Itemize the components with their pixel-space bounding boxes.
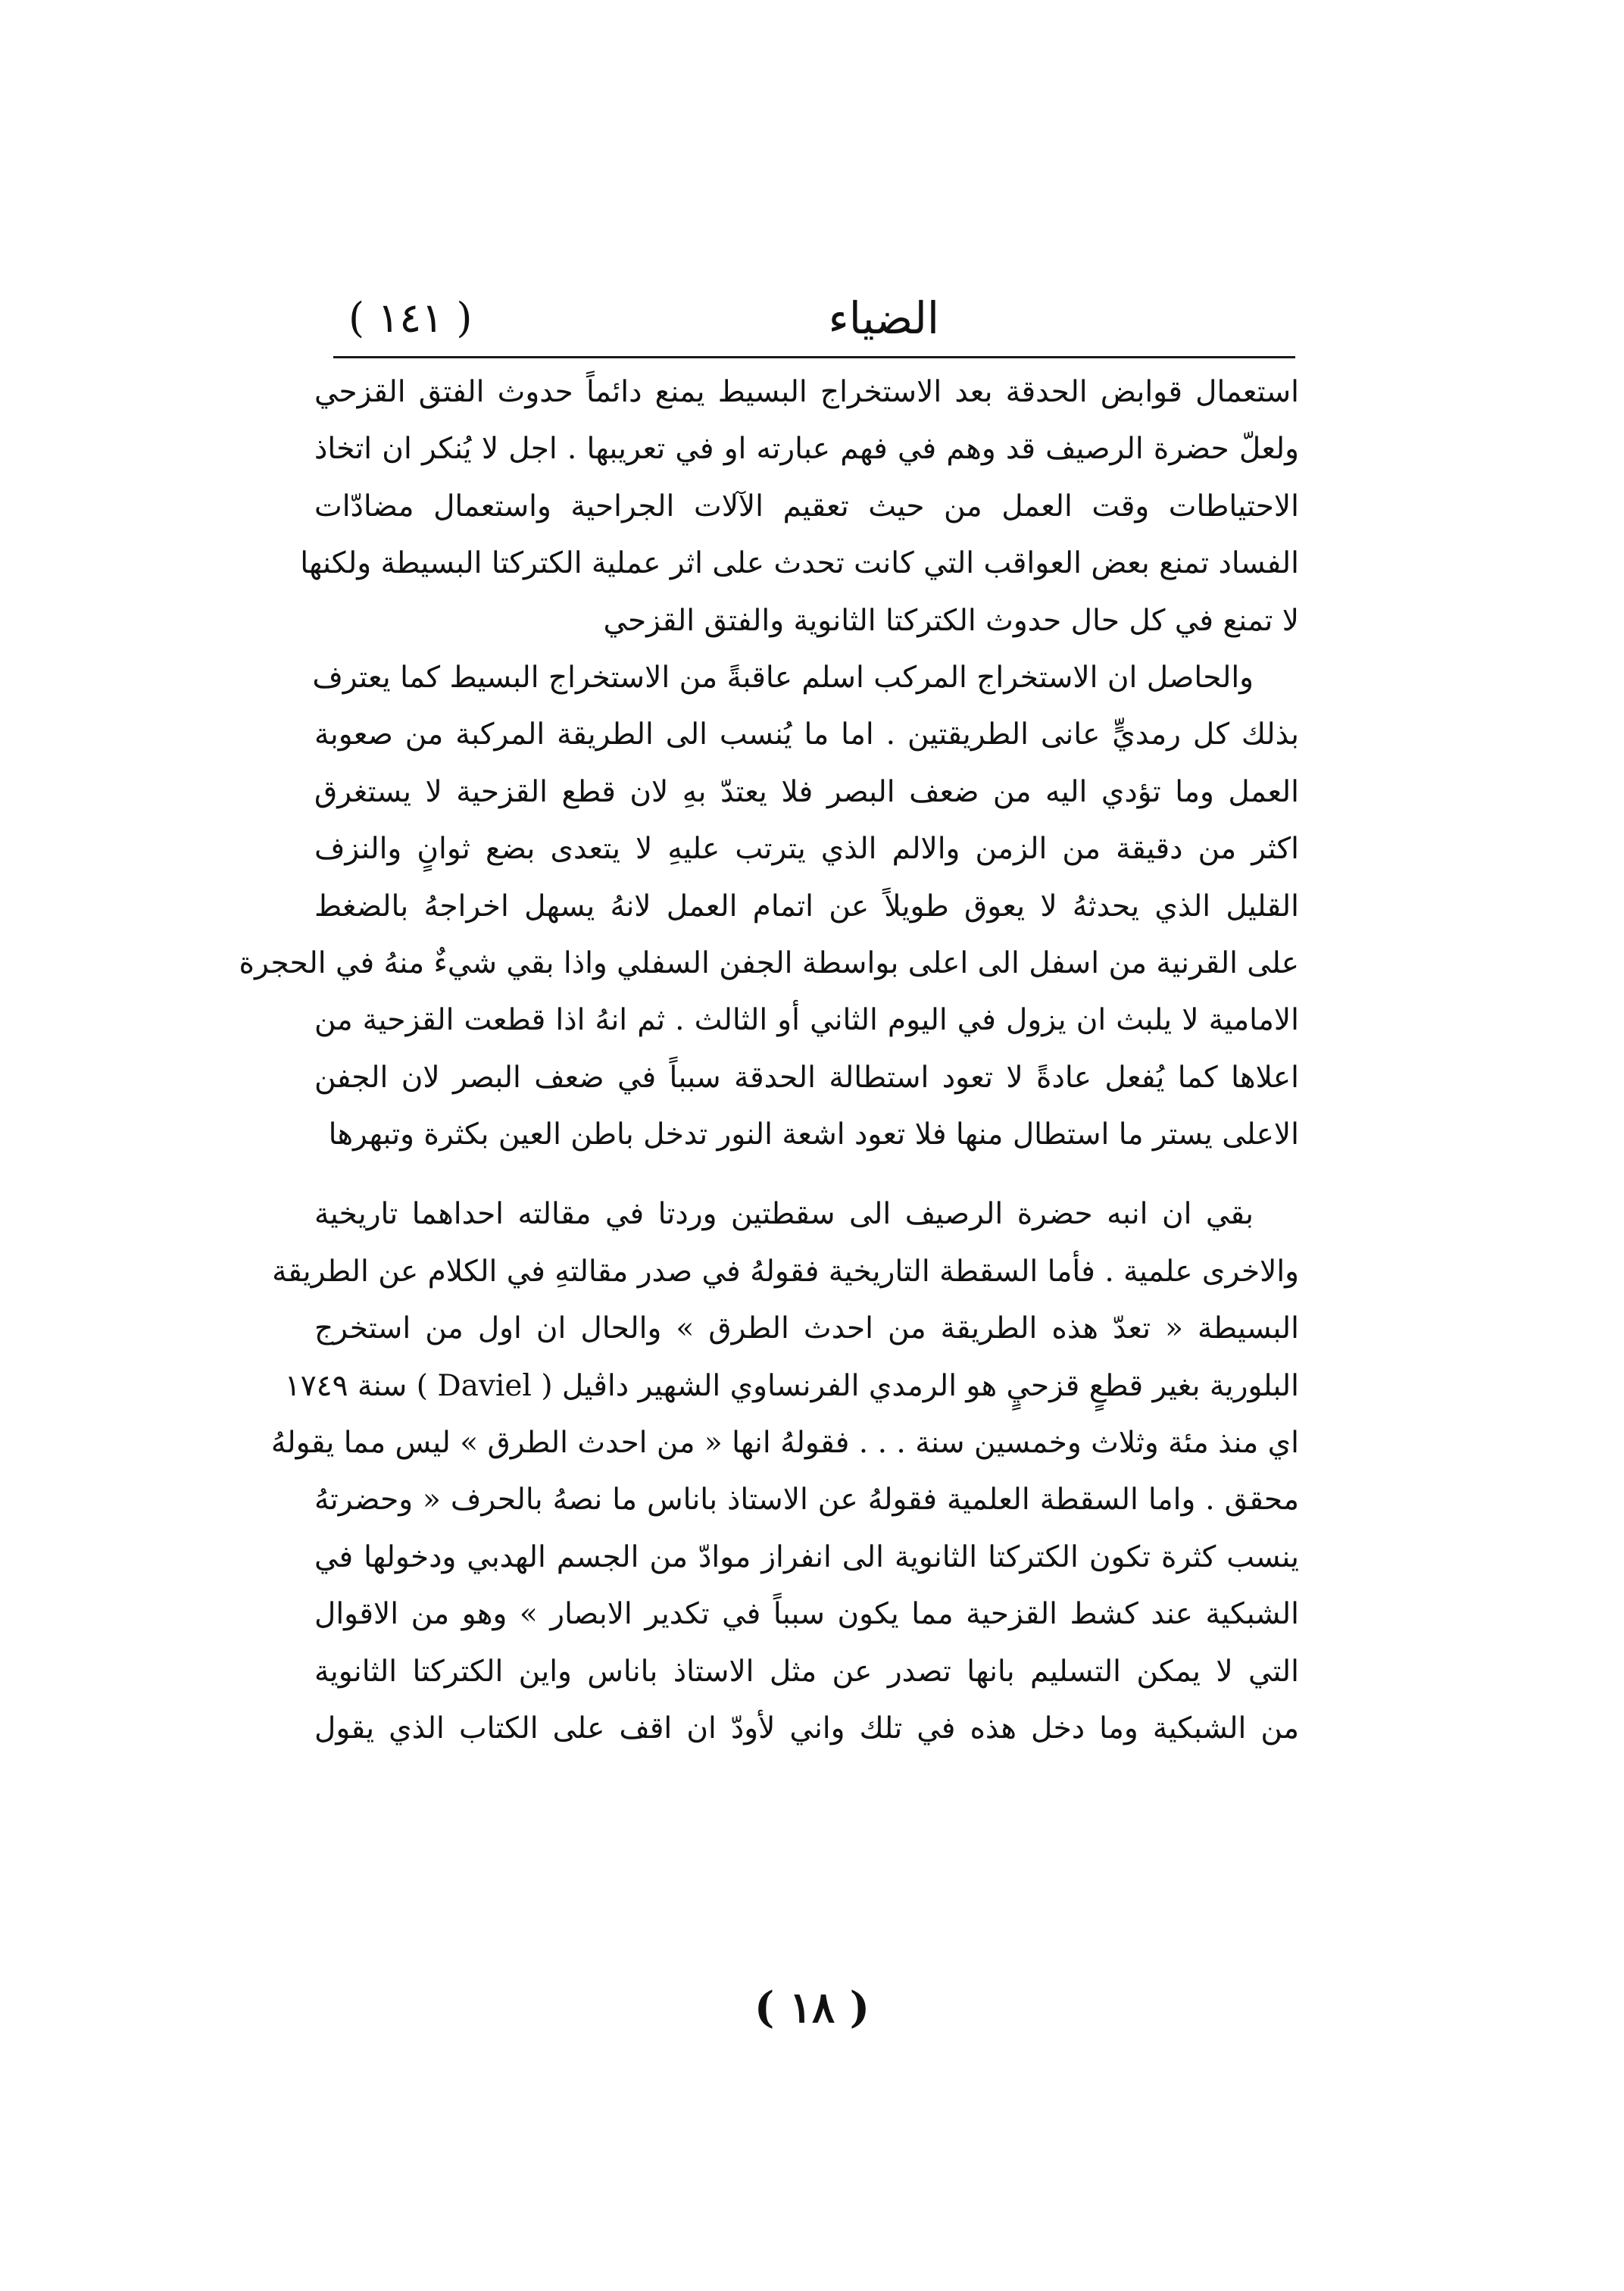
header-rule <box>333 356 1295 358</box>
body-text <box>239 364 1299 1757</box>
text-line: استعمال قوابض الحدقة بعد الاستخراج البسيط يمنع دائماً حدوث الفتق القزحي <box>314 375 1299 409</box>
text-line: ينسب كثرة تكون الكتركتا الثانوية الى انفراز موادّ من الجسم الهدبي ودخولها في <box>314 1539 1299 1574</box>
text-line: من الشبكية وما دخل هذه في تلك واني لأودّ ان اقف على الكتاب الذي يقول <box>314 1711 1299 1746</box>
text-line: الامامية لا يلبث ان يزول في اليوم الثاني أو الثالث . ثم انهُ اذا قطعت القزحية من <box>314 1003 1299 1038</box>
text-line: على القرنية من اسفل الى اعلى بواسطة الجفن السفلي واذا بقي شيءٌ منهُ في الحجرة <box>239 945 1299 980</box>
text-line: محقق . واما السقطة العلمية فقولهُ عن الاستاذ باناس ما نصهُ بالحرف « وحضرتهُ <box>314 1483 1299 1517</box>
page-number: ( ١٤١ ) <box>348 294 473 342</box>
text-line: الفساد تمنع بعض العواقب التي كانت تحدث على اثر عملية الكتركتا البسيطة ولكنها <box>300 546 1299 581</box>
text-line: اكثر من دقيقة من الزمن والالم الذي يترتب عليهِ لا يتعدى بضع ثوانٍ والنزف <box>314 832 1299 867</box>
text-line: البسيطة « تعدّ هذه الطريقة من احدث الطرق » والحال ان اول من استخرج <box>314 1311 1299 1346</box>
text-line: بذلك كل رمديٍّ عانى الطريقتين . اما ما يُنسب الى الطريقة المركبة من صعوبة <box>314 717 1299 752</box>
text-line: التي لا يمكن التسليم بانها تصدر عن مثل الاستاذ باناس واين الكتركتا الثانوية <box>314 1654 1299 1689</box>
text-line: بقي ان انبه حضرة الرصيف الى سقطتين وردتا في مقالته احداهما تاريخية <box>314 1197 1254 1232</box>
text-line: اعلاها كما يُفعل عادةً لا تعود استطالة الحدقة سبباً في ضعف البصر لان الجفن <box>314 1060 1299 1095</box>
text-line: الاعلى يستر ما استطال منها فلا تعود اشعة النور تدخل باطن العين بكثرة وتبهرها <box>328 1117 1299 1152</box>
text-line: البلورية بغير قطعٍ قزحيٍ هو الرمدي الفرنساوي الشهير داڤيل ( Daviel ) سنة ١٧٤٩ <box>284 1368 1299 1403</box>
text-line: اي منذ مئة وثلاث وخمسين سنة . . . فقولهُ انها « من احدث الطرق » ليس مما يقولهُ <box>270 1426 1299 1461</box>
text-line: لا تمنع في كل حال حدوث الكتركتا الثانوية والفتق القزحي <box>603 603 1299 638</box>
text-line: الشبكية عند كشط القزحية مما يكون سبباً في تكدير الابصار » وهو من الاقوال <box>314 1597 1299 1632</box>
text-line: القليل الذي يحدثهُ لا يعوق طويلاً عن اتمام العمل لانهُ يسهل اخراجهُ بالضغط <box>314 889 1299 924</box>
text-line: والحاصل ان الاستخراج المركب اسلم عاقبةً من الاستخراج البسيط كما يعترف <box>312 660 1254 695</box>
running-title: الضياء <box>828 292 939 344</box>
sheet-number: ( ١٨ ) <box>754 1983 870 2033</box>
paragraph-gap <box>314 1163 1299 1186</box>
text-line: ولعلّ حضرة الرصيف قد وهم في فهم عبارته او في تعريبها . اجل لا يُنكر ان اتخاذ <box>314 432 1299 467</box>
page-header <box>333 288 1295 356</box>
text-line: والاخرى علمية . فأما السقطة التاريخية فقولهُ في صدر مقالتهِ في الكلام عن الطريقة <box>272 1254 1299 1289</box>
text-line: العمل وما تؤدي اليه من ضعف البصر فلا يعتدّ بهِ لان قطع القزحية لا يستغرق <box>314 774 1299 809</box>
text-line: الاحتياطات وقت العمل من حيث تعقيم الآلات الجراحية واستعمال مضادّات <box>314 489 1299 524</box>
